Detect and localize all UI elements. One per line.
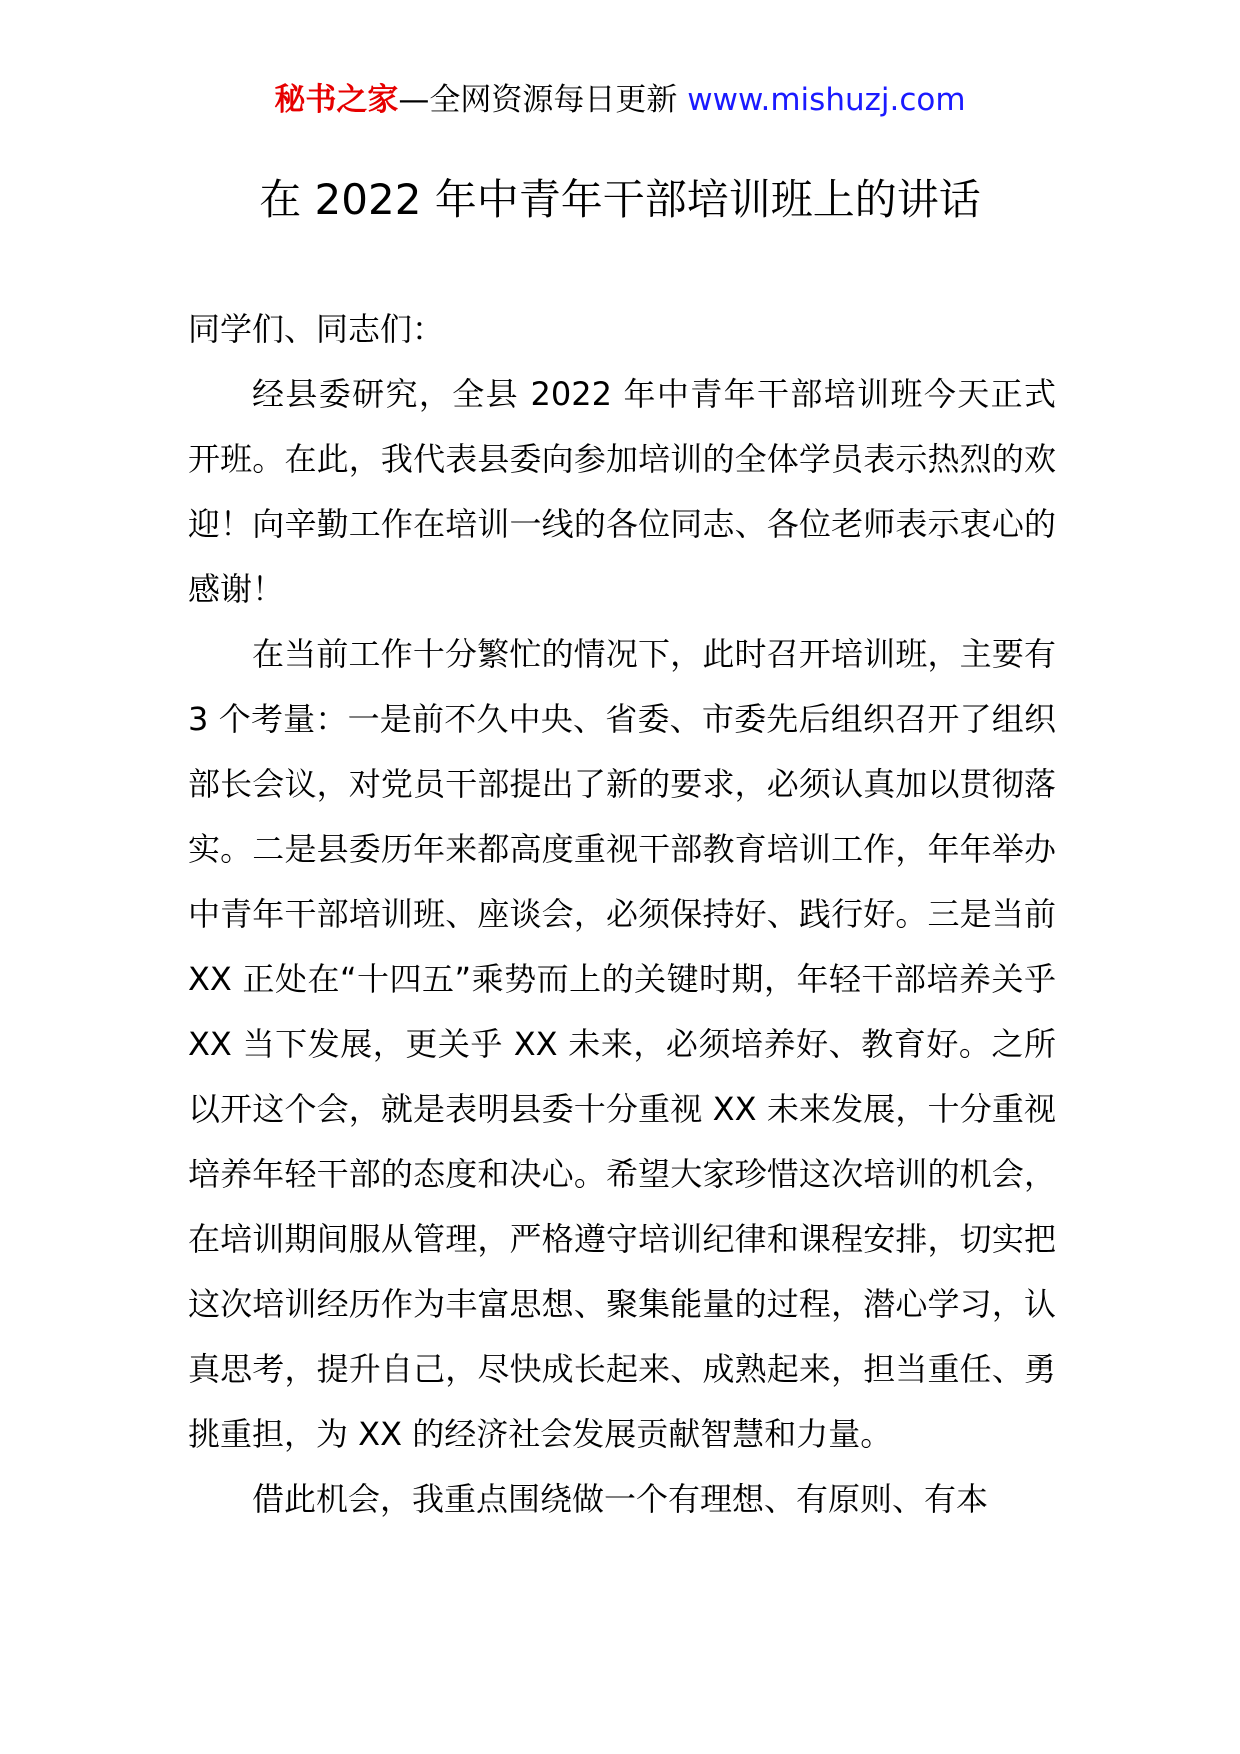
site-tagline: —全网资源每日更新 [398,82,688,118]
site-url-link[interactable]: www.mishuzj.com [687,82,966,118]
paragraph-3: 借此机会，我重点围绕做一个有理想、有原则、有本 [252,1480,989,1518]
document-title: 在 2022 年中青年干部培训班上的讲话 [259,175,981,224]
salutation: 同学们、同志们： [188,310,445,348]
document-body [188,297,1056,1532]
paragraph-2: 在当前工作十分繁忙的情况下，此时召开培训班，主要有 3 个考量：一是前不久中央、省委、市委先后组织召开了组织部长会议，对党员干部提出了新的要求，必须认真加以贯彻落实。二是县委历年来都高度重视干部教育培训工作，年年举办中青年干部培训班、座谈会，必须保持好、践行好。三是当前 XX 正处在“十四五”乘势而上的关键时期，年轻干部培养关乎 XX 当下发展，更关乎 XX 未来，必须培养好、教育好。之所以开这个会，就是表明县委十分重视 XX 未来发展，十分重视培养年轻干部的态度和决心。希望大家珍惜这次培训的机会，在培训期间服从管理，严格遵守培训纪律和课程安排，切实把这次培训经历作为丰富思想、聚集能量的过程，潜心学习，认真思考，提升自己，尽快成长起来、成熟起来，担当重任、勇挑重担，为 XX 的经济社会发展贡献智慧和力量。 [188,635,1056,1453]
site-header [0,78,1240,122]
site-brand: 秘书之家 [274,82,399,118]
paragraph-1: 经县委研究，全县 2022 年中青年干部培训班今天正式开班。在此，我代表县委向参加培训的全体学员表示热烈的欢迎！向辛勤工作在培训一线的各位同志、各位老师表示衷心的感谢！ [188,375,1056,608]
